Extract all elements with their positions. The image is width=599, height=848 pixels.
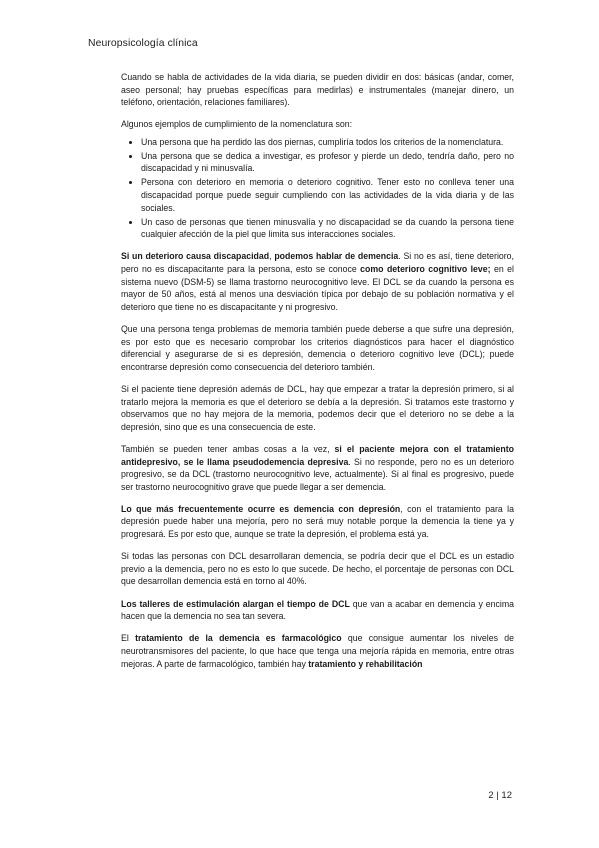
- list-item: • Persona con deterioro en memoria o deterioro cognitivo. Tener esto no conlleva tener una discapacidad porque puede seguir cumpliendo con las actividades de la vida diaria y de las sociales.: [141, 176, 514, 214]
- text-run: , con el tratamiento para la depresión puede haber una mejoría, pero no será muy notable porque la demencia la tiene ya y progresará. Es por esto que, aunque se trate la depresión, el problema está ya.: [121, 503, 514, 540]
- bold-text: Los talleres de estimulación alargan el tiempo de DCL: [121, 598, 350, 609]
- bold-text: tratamiento y rehabilitación: [308, 658, 423, 669]
- text-run: ,: [269, 251, 275, 262]
- bold-text: tratamiento de la demencia es farmacológico: [135, 633, 342, 644]
- bold-text: Lo que más frecuentemente ocurre es demencia con depresión: [121, 503, 401, 514]
- paragraph-treatment: [121, 632, 514, 670]
- paragraph-workshops: [121, 598, 514, 623]
- text-run: en el sistema nuevo (DSM-5) se llama trastorno neurocognitivo leve. El DCL se da cuando la persona es mayor de 50 años, está al menos una desviación típica por debajo de su población normativa y el deterioro que tiene no es discapacitante y ni progresivo.: [121, 264, 514, 312]
- bold-text: podemos hablar de demencia: [274, 251, 399, 262]
- paragraph-pseudodementia: [121, 443, 514, 493]
- text-run: También se pueden tener ambas cosas a la vez,: [121, 443, 335, 454]
- examples-list: [121, 136, 514, 241]
- running-header: Neuropsicología clínica: [88, 38, 198, 49]
- paragraph-memory-depression: Que una persona tenga problemas de memoria también puede deberse a que sufre una depresión, es por esto que es necesario comprobar los criterios diagnósticos para hacer el diagnóstico diferencial y asegurarse de si es depresión, demencia o deterioro cognitivo leve (DCL); puede encontrarse depresión como consecuencia del deterioro también.: [121, 323, 514, 372]
- paragraph-dementia-depression: [121, 503, 514, 541]
- bold-text: Si un deterioro causa discapacidad: [121, 251, 270, 262]
- paragraph-activities: Cuando se habla de actividades de la vida diaria, se pueden dividir en dos: básicas (andar, comer, aseo personal; hay pruebas específicas para medirlas) e instrumentales (manejar dinero, un teléfono, orientación, relaciones familiares).: [121, 72, 514, 108]
- bold-text: si el paciente mejora con el tratamiento antidepresivo, se le llama pseudodemencia depresiva: [121, 443, 514, 467]
- text-run: El: [121, 633, 136, 644]
- paragraph-dcl-definition: [121, 250, 514, 313]
- list-item: • Una persona que ha perdido las dos piernas, cumpliría todos los criterios de la nomenclatura.: [141, 136, 514, 149]
- paragraph-dcl-progression: Si todas las personas con DCL desarrollaran demencia, se podría decir que el DCL es un estadio previo a la demencia, pero no es esto lo que sucede. De hecho, el porcentaje de personas con DCL que desarrollan demencia está en torno al 40%.: [121, 551, 514, 587]
- list-item: • Un caso de personas que tienen minusvalía y no discapacidad se da cuando la persona tiene cualquier afección de la piel que limita sus interacciones sociales.: [141, 216, 514, 241]
- text-run: . Si no responde, pero no es un deterioro progresivo, se da DCL (trastorno neurocognitivo leve, actualmente). Si al final es progresivo, puede ser trastorno neurocognitivo grave que puede llegar a ser demencia.: [121, 456, 514, 492]
- paragraph-examples-intro: Algunos ejemplos de cumplimiento de la nomenclatura son:: [121, 119, 353, 130]
- text-run: que van a acabar en demencia y encima hacen que la demencia no sea tan severa.: [121, 598, 514, 622]
- list-item: • Una persona que se dedica a investigar, es profesor y pierde un dedo, tendría daño, pero no discapacidad y ni minusvalía.: [141, 150, 514, 175]
- paragraph-treat-depression: Si el paciente tiene depresión además de DCL, hay que empezar a tratar la depresión primero, si al tratarlo mejora la memoria es que el deterioro se debía a la depresión. Si tratamos este trastorno y observamos que no hay mejora de la memoria, podemos decir que el deterioro no se debe a la depresión, sino que es una consecuencia de este.: [121, 383, 514, 432]
- text-run: . Si no es así, tiene deterioro, pero no es discapacitante para la persona, esto se conoce: [121, 251, 514, 274]
- text-run: que consigue aumentar los niveles de neurotransmisores del paciente, lo que hace que tenga una mejoría rápida en memoria, entre otras mejoras. A parte de farmacológico, también hay: [121, 633, 515, 669]
- page-body: [121, 71, 514, 680]
- page-number: 2 | 12: [488, 790, 512, 801]
- bold-text: como deterioro cognitivo leve;: [360, 264, 491, 274]
